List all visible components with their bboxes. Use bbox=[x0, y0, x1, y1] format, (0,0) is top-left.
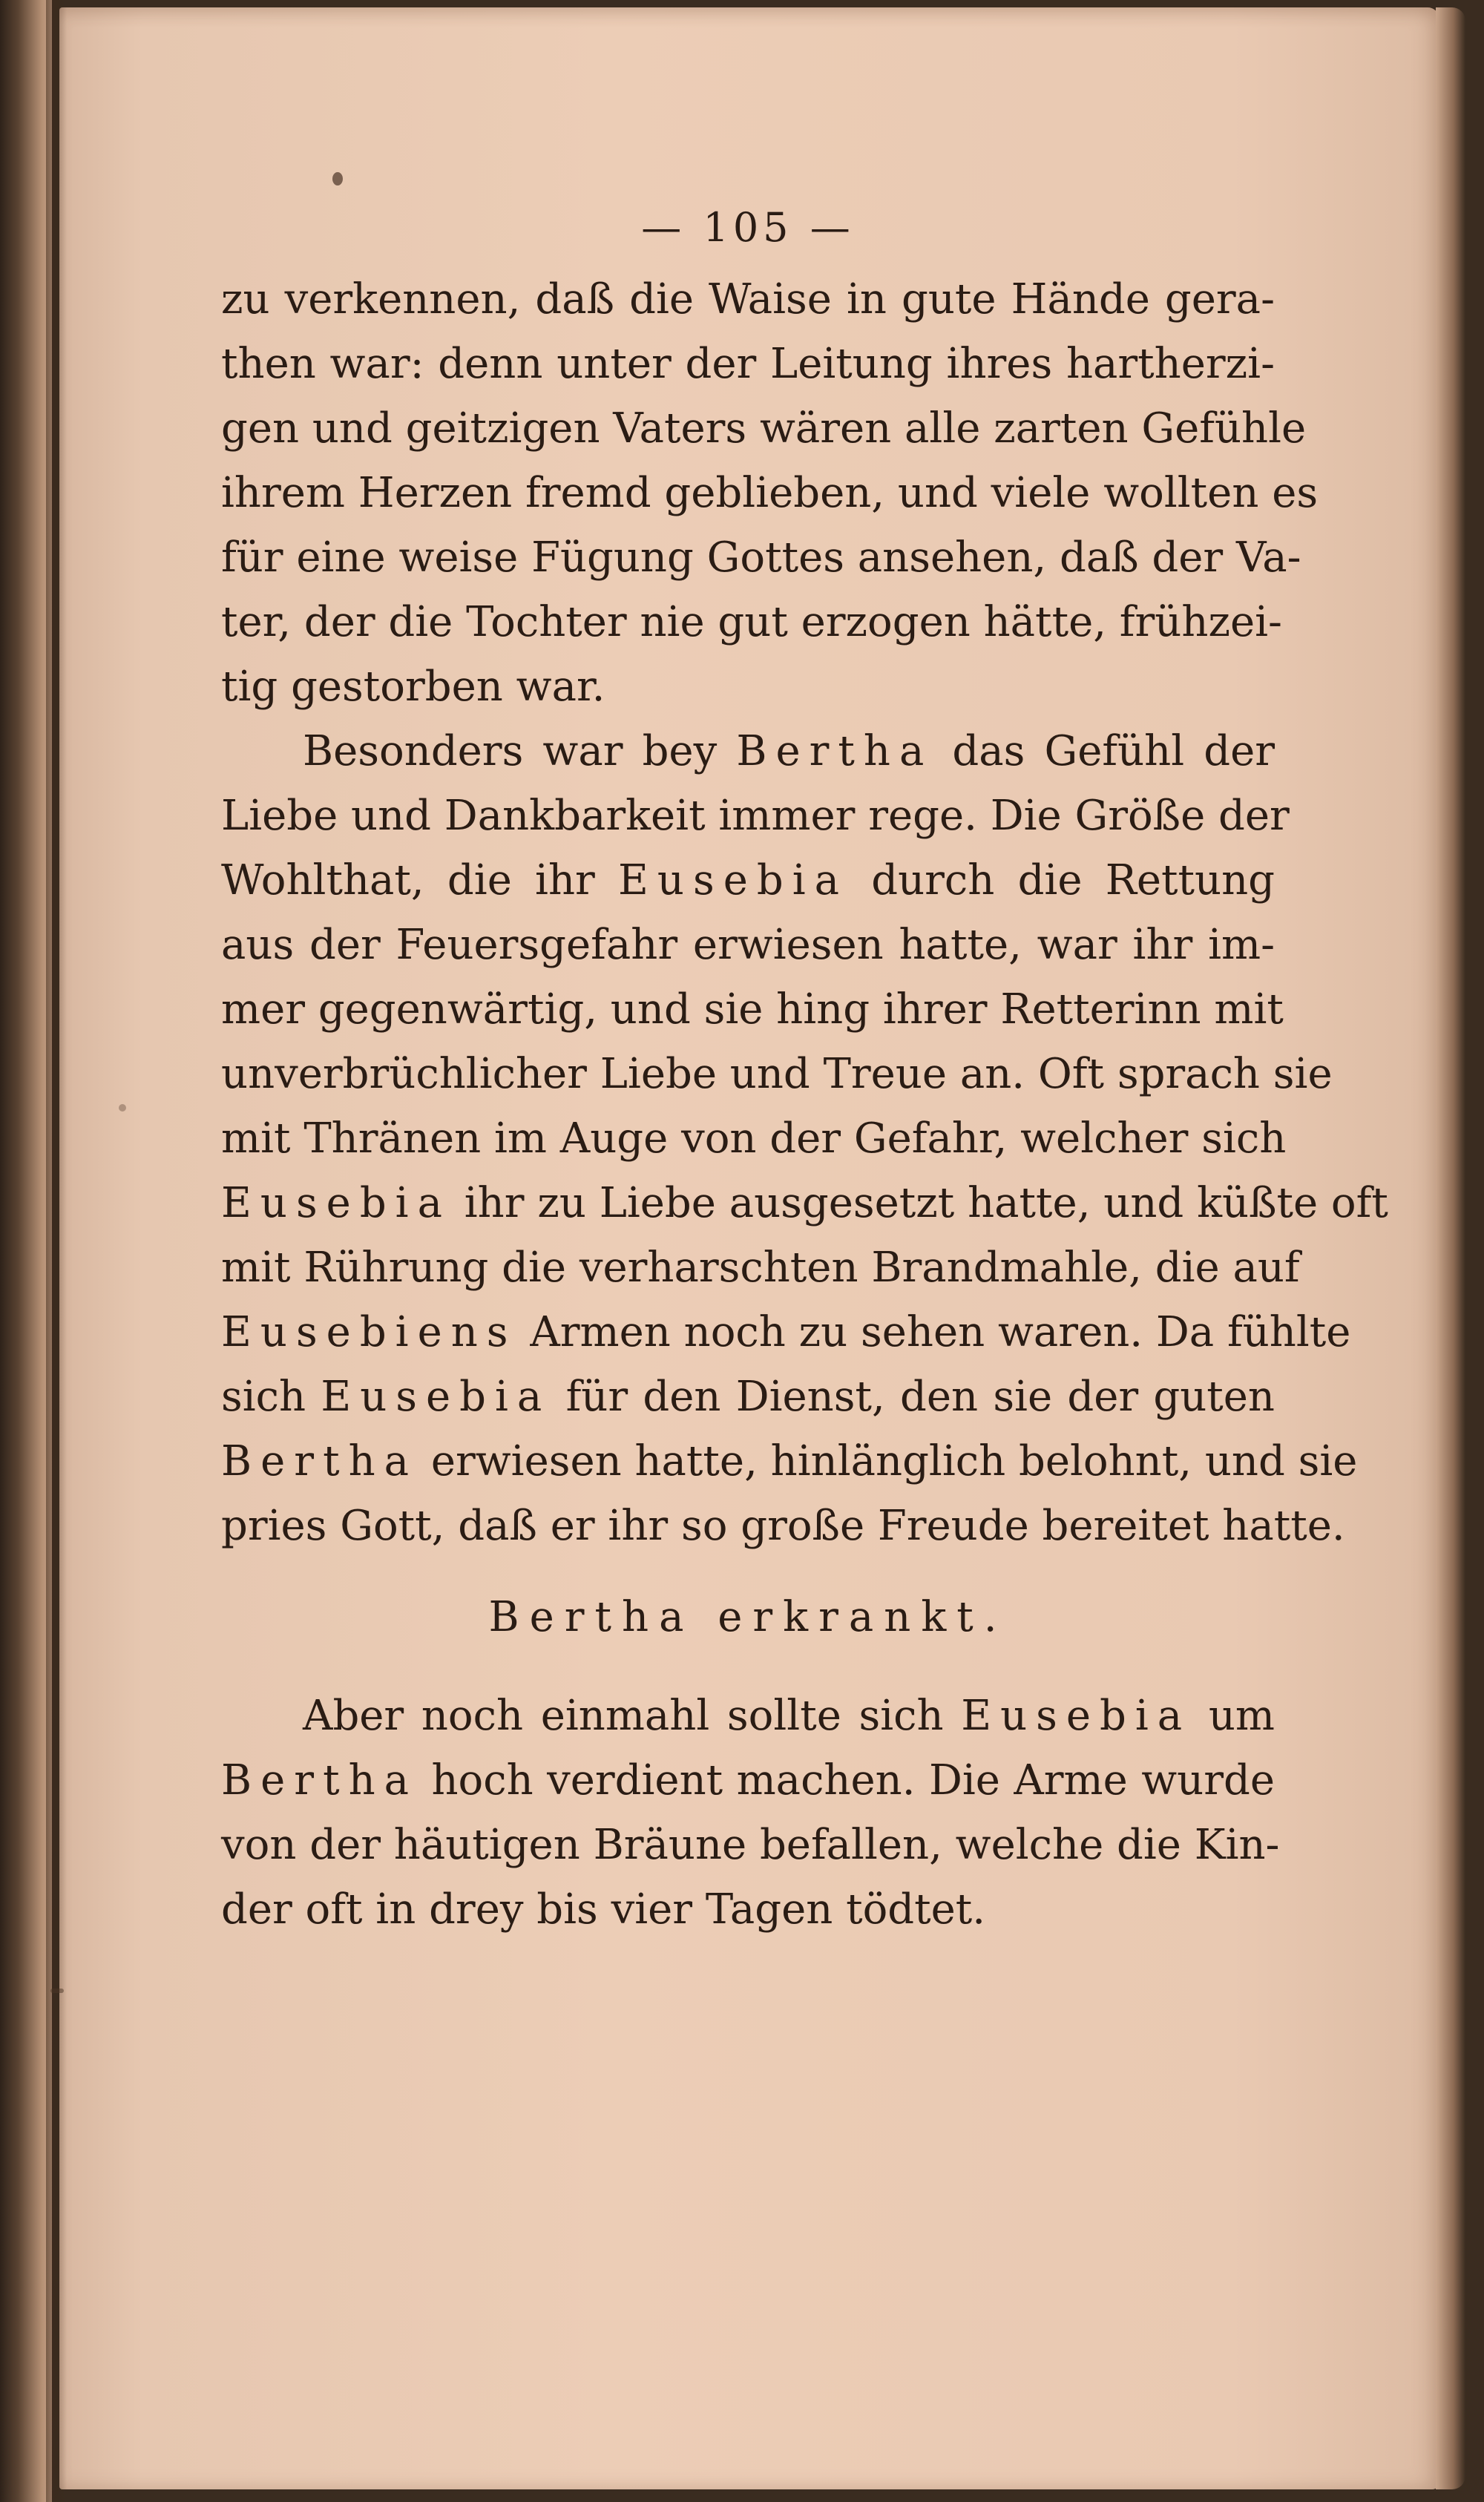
name-eusebia: Eusebia bbox=[221, 1179, 451, 1227]
name-eusebiens: Eusebiens bbox=[221, 1308, 517, 1356]
text-line: Eusebiens Armen noch zu sehen waren. Da fühlte bbox=[221, 1308, 1351, 1356]
text-line: aus der Feuersgefahr erwiesen hatte, war ihr im- bbox=[221, 921, 1275, 969]
page-text bbox=[221, 202, 1388, 1942]
name-eusebia: Eusebia bbox=[321, 1373, 551, 1421]
text-line: then war: denn unter der Leitung ihres hartherzi- bbox=[221, 340, 1275, 388]
text-line: Bertha hoch verdient machen. Die Arme wurde bbox=[221, 1756, 1275, 1805]
text-line: ihrem Herzen fremd geblieben, und viele wollten es bbox=[221, 469, 1319, 517]
name-bertha: Bertha bbox=[221, 1756, 418, 1805]
name-eusebia: Eusebia bbox=[961, 1692, 1192, 1740]
text-line: der oft in drey bis vier Tagen tödtet. bbox=[221, 1885, 986, 1934]
text-line: Eusebia ihr zu Liebe ausgesetzt hatte, und küßte oft bbox=[221, 1179, 1388, 1227]
name-bertha: Bertha bbox=[736, 727, 933, 775]
text-line: Aber noch einmahl sollte sich Eusebia um bbox=[303, 1692, 1275, 1740]
book-left-edge bbox=[0, 0, 52, 2502]
ink-speck bbox=[50, 1989, 64, 1993]
paragraph-2 bbox=[221, 719, 1388, 1558]
text-line: Bertha erwiesen hatte, hinlänglich belohnt, und sie bbox=[221, 1437, 1358, 1485]
section-heading: Bertha erkrankt. bbox=[488, 1593, 1008, 1641]
text-line: sich Eusebia für den Dienst, den sie der guten bbox=[221, 1373, 1275, 1421]
text-line: Besonders war bey Bertha das Gefühl der bbox=[303, 727, 1275, 775]
text-line: ter, der die Tochter nie gut erzogen hätte, frühzei- bbox=[221, 598, 1282, 646]
text-line: mer gegenwärtig, und sie hing ihrer Retterinn mit bbox=[221, 985, 1284, 1034]
paragraph-3 bbox=[221, 1684, 1280, 1942]
text-line: mit Thränen im Auge von der Gefahr, welcher sich bbox=[221, 1114, 1287, 1163]
text-line: gen und geitzigen Vaters wären alle zarten Gefühle bbox=[221, 404, 1307, 453]
book-right-edge bbox=[1436, 7, 1465, 2489]
text-line: Liebe und Dankbarkeit immer rege. Die Größe der bbox=[221, 792, 1290, 840]
text-line: unverbrüchlicher Liebe und Treue an. Oft sprach sie bbox=[221, 1050, 1333, 1098]
spine-shadow bbox=[46, 0, 67, 2502]
name-eusebia: Eusebia bbox=[618, 856, 848, 904]
text-line: von der häutigen Bräune befallen, welche die Kin- bbox=[221, 1821, 1280, 1869]
name-bertha: Bertha bbox=[221, 1437, 418, 1485]
page-number: — 105 — bbox=[641, 204, 855, 251]
text-line: pries Gott, daß er ihr so große Freude bereitet hatte. bbox=[221, 1502, 1345, 1550]
ink-speck bbox=[332, 172, 343, 185]
text-line: für eine weise Fügung Gottes ansehen, daß der Va- bbox=[221, 533, 1301, 582]
text-line: zu verkennen, daß die Waise in gute Hände gera- bbox=[221, 275, 1275, 324]
text-line: Wohlthat, die ihr Eusebia durch die Rettung bbox=[221, 856, 1275, 904]
ink-speck bbox=[119, 1104, 126, 1112]
paragraph-1 bbox=[221, 267, 1319, 719]
text-line: tig gestorben war. bbox=[221, 663, 605, 711]
text-line: mit Rührung die verharschten Brandmahle, die auf bbox=[221, 1244, 1300, 1292]
